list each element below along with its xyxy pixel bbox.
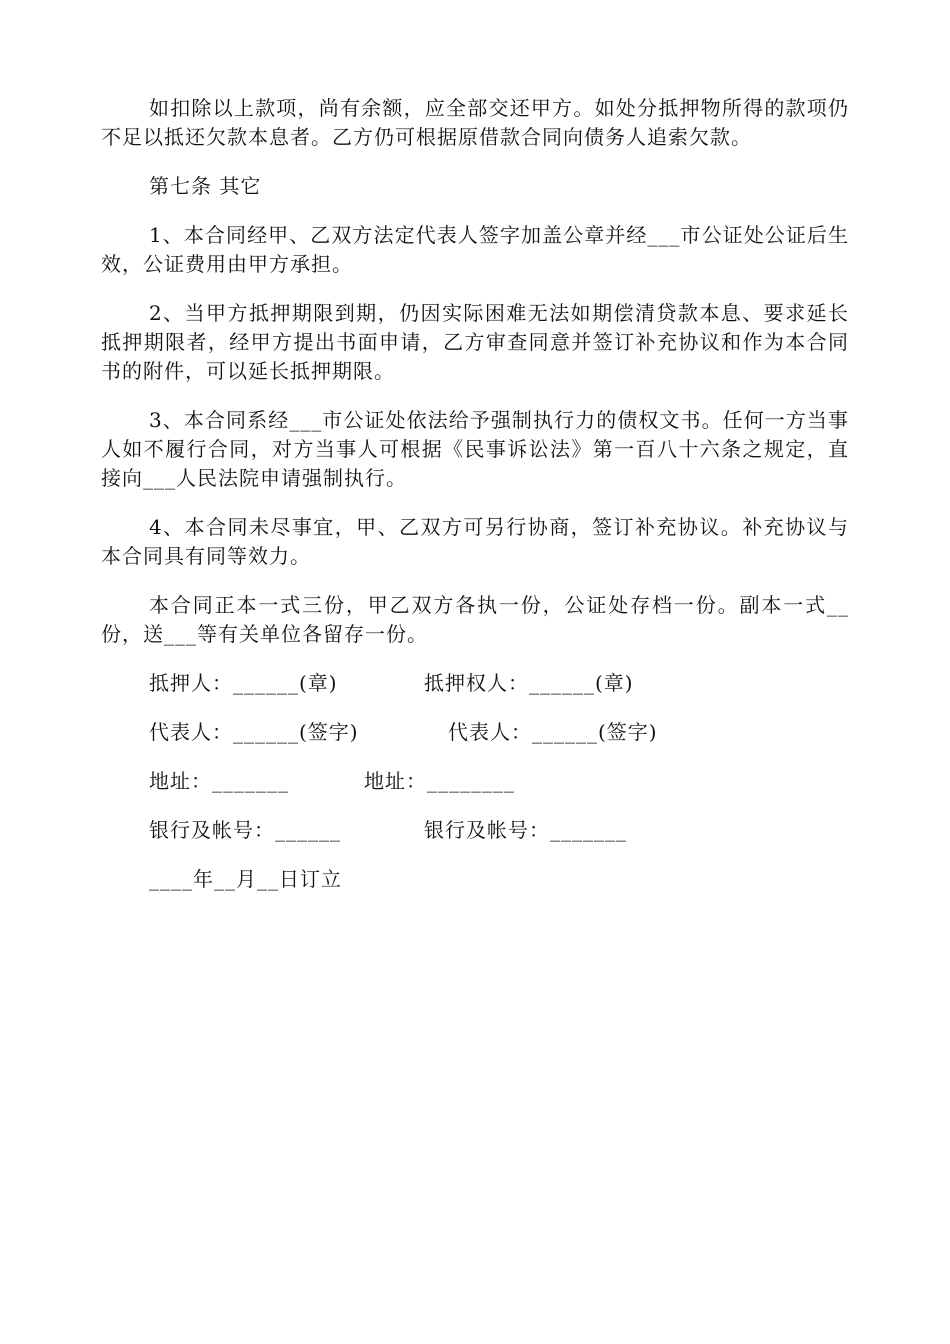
representative-left-field: 代表人：______(签字) — [149, 720, 359, 744]
mortgagor-field: 抵押人：______(章) — [149, 671, 338, 695]
signature-row-address — [101, 767, 849, 796]
signature-row-representatives — [101, 718, 849, 747]
contract-page — [101, 94, 849, 914]
clause-2: 2、当甲方抵押期限到期，仍因实际困难无法如期偿清贷款本息、要求延长抵押期限者，经甲方提出书面申请，乙方审查同意并签订补充协议和作为本合同书的附件，可以延长抵押期限。 — [101, 301, 849, 383]
address-left-field: 地址：_______ — [149, 769, 289, 793]
representative-right-field: 代表人：______(签字) — [448, 720, 658, 744]
bank-right-field: 银行及帐号：_______ — [424, 818, 627, 842]
signature-row-parties — [101, 669, 849, 698]
mortgagee-field: 抵押权人：______(章) — [424, 671, 634, 695]
signature-date-row — [101, 865, 849, 894]
article-seven-heading: 第七条 其它 — [149, 174, 262, 198]
copies-paragraph: 本合同正本一式三份，甲乙双方各执一份，公证处存档一份。副本一式__份，送___等有关单位各留存一份。 — [101, 593, 849, 646]
bank-left-field: 银行及帐号：______ — [149, 818, 341, 842]
signature-row-bank — [101, 816, 849, 845]
clause-4: 4、本合同未尽事宜，甲、乙双方可另行协商，签订补充协议。补充协议与本合同具有同等效力。 — [101, 515, 849, 568]
address-right-field: 地址：________ — [364, 769, 515, 793]
contract-date: ____年__月__日订立 — [149, 867, 342, 891]
paragraph-remaining-balance: 如扣除以上款项，尚有余额，应全部交还甲方。如处分抵押物所得的款项仍不足以抵还欠款本息者。乙方仍可根据原借款合同向债务人追索欠款。 — [101, 96, 849, 149]
clause-3: 3、本合同系经___市公证处依法给予强制执行力的债权文书。任何一方当事人如不履行合同，对方当事人可根据《民事诉讼法》第一百八十六条之规定，直接向___人民法院申请强制执行。 — [101, 408, 849, 490]
clause-1: 1、本合同经甲、乙双方法定代表人签字加盖公章并经___市公证处公证后生效，公证费用由甲方承担。 — [101, 223, 849, 276]
